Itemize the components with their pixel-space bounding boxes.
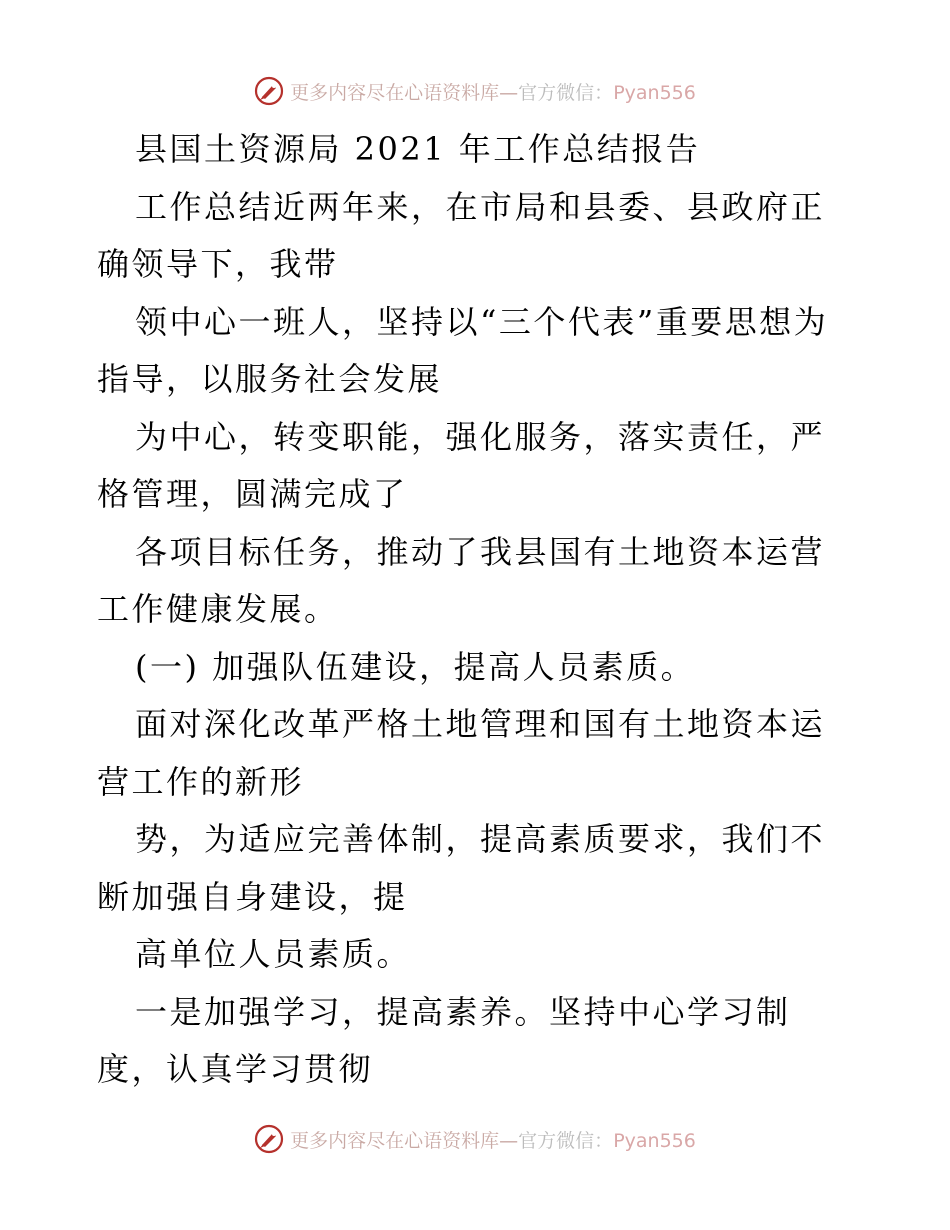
paragraph-1-line-1: 工作总结近两年来，在市局和县委、县政府正确 bbox=[97, 187, 826, 283]
watermark-text bbox=[290, 78, 696, 105]
paragraph-7 bbox=[97, 926, 857, 984]
watermark-lead: 更多内容尽在心语资料库 bbox=[290, 81, 500, 104]
section-heading-1 bbox=[97, 639, 857, 697]
watermark-wechat-id: Pyan556 bbox=[613, 81, 696, 104]
watermark-separator: — bbox=[499, 81, 519, 104]
paragraph-5 bbox=[97, 696, 857, 811]
watermark-wechat-label: 官方微信： bbox=[518, 81, 614, 104]
paragraph-3 bbox=[97, 409, 857, 524]
document-body bbox=[97, 121, 857, 1099]
paragraph-4-line-1: 各项目标任务，推动了我县国有土地资本运营工 bbox=[97, 532, 826, 628]
paragraph-3-line-1: 为中心，转变职能，强化服务，落实责任，严格 bbox=[97, 417, 826, 513]
watermark-lead: 更多内容尽在心语资料库 bbox=[290, 1129, 500, 1152]
watermark-text bbox=[290, 1126, 696, 1153]
paragraph-5-line-1: 面对深化改革严格土地管理和国有土地资本运营 bbox=[97, 705, 826, 801]
paragraph-8 bbox=[97, 984, 857, 1099]
paragraph-7-line-1: 高单位人员素质。 bbox=[135, 935, 412, 973]
header-watermark bbox=[0, 74, 950, 108]
pen-nib-logo-icon bbox=[254, 76, 284, 106]
pen-nib-logo-icon bbox=[254, 1124, 284, 1154]
paragraph-2-line-2: 指导，以服务社会发展 bbox=[97, 360, 443, 398]
paragraph-2 bbox=[97, 294, 857, 409]
paragraph-1-line-2: 领导下，我带 bbox=[131, 245, 339, 283]
paragraph-5-line-2: 工作的新形 bbox=[131, 762, 305, 801]
paragraph-6-line-1: 势，为适应完善体制，提高素质要求，我们不断 bbox=[97, 820, 826, 916]
paragraph-4 bbox=[97, 524, 857, 639]
paragraph-3-line-2: 管理，圆满完成了 bbox=[131, 475, 408, 513]
paragraph-2-line-1: 领中心一班人，坚持以“三个代表”重要思想为 bbox=[135, 302, 829, 341]
paragraph-6-line-2: 加强自身建设，提 bbox=[131, 877, 408, 916]
footer-watermark bbox=[0, 1122, 950, 1156]
paragraph-1 bbox=[97, 179, 857, 294]
paragraph-8-line-2: 认真学习贯彻 bbox=[166, 1050, 374, 1088]
document-title: 县国土资源局 2021 年工作总结报告 bbox=[135, 130, 701, 168]
watermark-wechat-label: 官方微信： bbox=[518, 1129, 614, 1152]
paragraph-6 bbox=[97, 811, 857, 926]
paragraph-4-line-2: 作健康发展。 bbox=[131, 590, 339, 628]
watermark-wechat-id: Pyan556 bbox=[613, 1129, 696, 1152]
watermark-separator: — bbox=[499, 1129, 519, 1152]
paragraph-8-line-1: 一是加强学习，提高素养。坚持中心学习制度， bbox=[97, 992, 791, 1088]
section-heading-1-text: (一) 加强队伍建设，提高人员素质。 bbox=[135, 647, 696, 686]
